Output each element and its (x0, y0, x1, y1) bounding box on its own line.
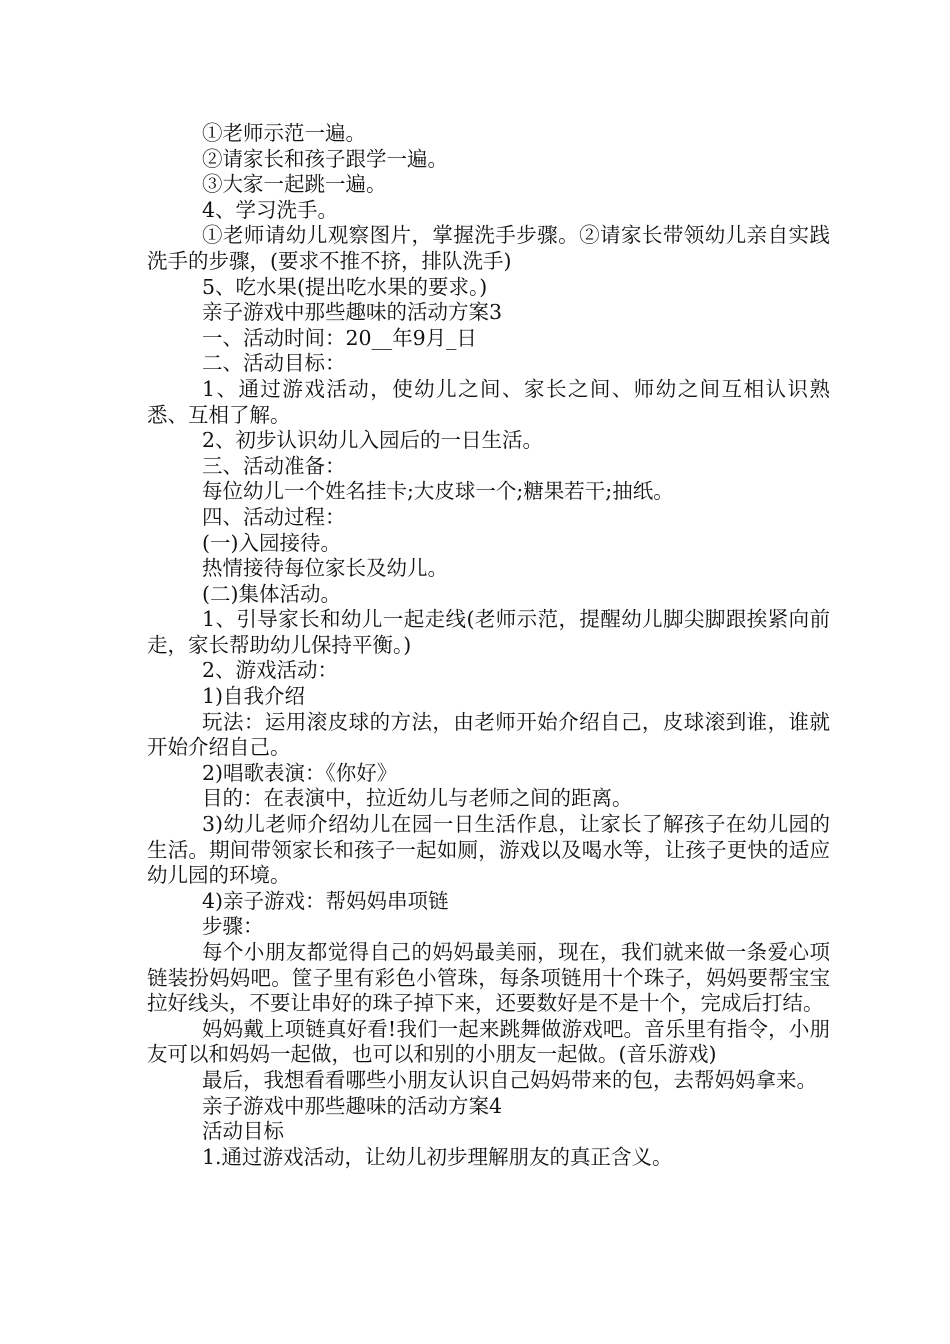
document-body (147, 121, 830, 1170)
paragraph: 步骤： (202, 914, 264, 939)
paragraph: 热情接待每位家长及幼儿。 (202, 556, 448, 581)
paragraph: 4)亲子游戏：帮妈妈串项链 (202, 888, 449, 913)
paragraph: 三、活动准备： (202, 453, 346, 478)
paragraph: 二、活动目标： (202, 351, 346, 376)
paragraph: 最后，我想看看哪些小朋友认识自己妈妈带来的包，去帮妈妈拿来。 (202, 1067, 817, 1092)
paragraph: 每个小朋友都觉得自己的妈妈最美丽，现在，我们就来做一条爱心项链装扮妈妈吧。筐子里有彩色小管珠，每条项链用十个珠子，妈妈要帮宝宝拉好线头，不要让串好的珠子掉下来，还要数好是不是十个，完成后打结。 (147, 940, 830, 1016)
paragraph: 1、引导家长和幼儿一起走线(老师示范，提醒幼儿脚尖脚跟挨紧向前走，家长帮助幼儿保持平衡。) (147, 607, 830, 657)
paragraph: ①老师示范一遍。 (202, 121, 366, 145)
paragraph: (一)入园接待。 (202, 530, 341, 555)
paragraph: 2、游戏活动： (202, 658, 339, 683)
paragraph: 1、通过游戏活动，使幼儿之间、家长之间、师幼之间互相认识熟悉、互相了解。 (147, 376, 830, 427)
paragraph: 活动目标 (202, 1119, 284, 1144)
section-heading: 亲子游戏中那些趣味的活动方案4 (202, 1093, 503, 1118)
paragraph: 4、学习洗手。 (202, 197, 339, 222)
paragraph: 玩法：运用滚皮球的方法，由老师开始介绍自己，皮球滚到谁，谁就开始介绍自己。 (147, 709, 830, 760)
paragraph: 1)自我介绍 (202, 684, 306, 709)
paragraph: 1.通过游戏活动，让幼儿初步理解朋友的真正含义。 (202, 1144, 673, 1169)
paragraph: 一、活动时间：20__年9月_日 (202, 325, 477, 350)
paragraph: 2)唱歌表演：《你好》 (202, 760, 398, 785)
paragraph: ①老师请幼儿观察图片，掌握洗手步骤。②请家长带领幼儿亲自实践洗手的步骤，(要求不推不挤，排队洗手) (147, 223, 830, 273)
paragraph: 四、活动过程： (202, 504, 346, 529)
paragraph: 5、吃水果(提出吃水果的要求。) (202, 274, 488, 299)
section-heading: 亲子游戏中那些趣味的活动方案3 (202, 300, 503, 325)
paragraph: (二)集体活动。 (202, 581, 341, 606)
paragraph: 3)幼儿老师介绍幼儿在园一日生活作息，让家长了解孩子在幼儿园的生活。期间带领家长和孩子一起如厕，游戏以及喝水等，让孩子更快的适应幼儿园的环境。 (147, 812, 830, 888)
paragraph: 妈妈戴上项链真好看!我们一起来跳舞做游戏吧。音乐里有指令，小朋友可以和妈妈一起做，也可以和别的小朋友一起做。(音乐游戏) (147, 1016, 830, 1067)
paragraph: 目的：在表演中，拉近幼儿与老师之间的距离。 (202, 786, 633, 811)
paragraph: ③大家一起跳一遍。 (202, 172, 387, 197)
paragraph: 2、初步认识幼儿入园后的一日生活。 (202, 428, 544, 453)
paragraph: 每位幼儿一个姓名挂卡;大皮球一个;糖果若干;抽纸。 (202, 479, 674, 504)
paragraph: ②请家长和孩子跟学一遍。 (202, 146, 448, 171)
